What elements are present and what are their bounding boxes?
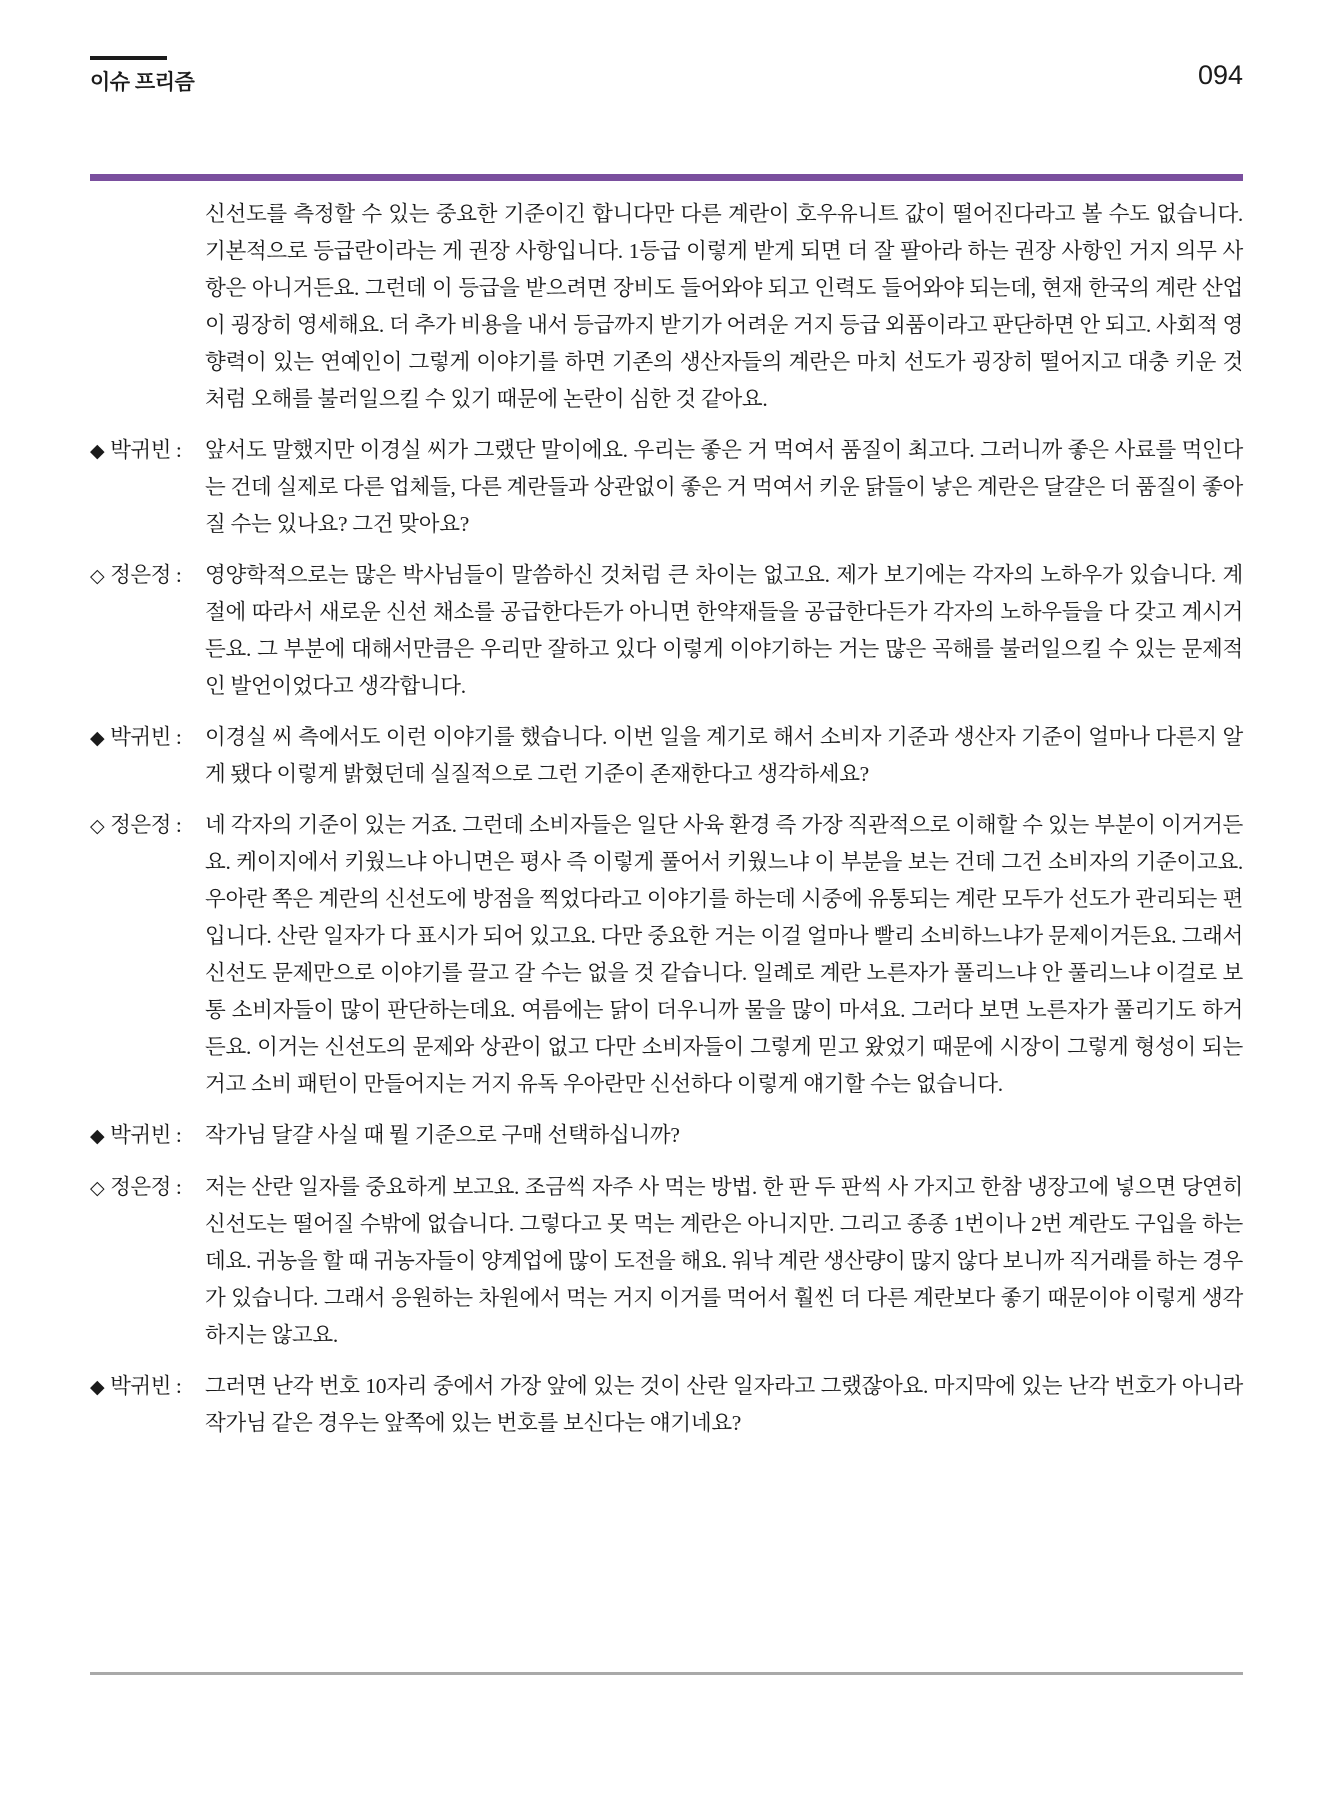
dialogue-item (90, 1169, 1243, 1354)
speaker-separator: : (175, 813, 182, 837)
dialogue-text: 작가님 달걀 사실 때 뭘 기준으로 구매 선택하십니까? (205, 1123, 680, 1147)
speaker-name: 박귀빈 (110, 1123, 171, 1147)
dialogue-transcript (90, 196, 1243, 1456)
speaker-label (90, 432, 205, 543)
speaker-separator: : (175, 1175, 182, 1199)
dialogue-item (90, 719, 1243, 793)
speaker-name: 박귀빈 (110, 725, 171, 749)
speaker-separator: : (175, 725, 182, 749)
speaker-label (90, 1169, 205, 1354)
filled-diamond-marker-icon: ◆ (90, 1377, 105, 1398)
filled-diamond-marker-icon: ◆ (90, 1126, 105, 1147)
open-diamond-marker-icon: ◇ (90, 816, 105, 837)
speaker-separator: : (175, 1123, 182, 1147)
dialogue-item (90, 432, 1243, 543)
speaker-name: 박귀빈 (110, 1374, 171, 1398)
speaker-name: 정은정 (110, 1175, 171, 1199)
filled-diamond-marker-icon: ◆ (90, 728, 105, 749)
filled-diamond-marker-icon: ◆ (90, 441, 105, 462)
speaker-label (90, 1368, 205, 1442)
speaker-label (90, 719, 205, 793)
speaker-separator: : (175, 563, 182, 587)
dialogue-text: 네 각자의 기준이 있는 거죠. 그런데 소비자들은 일단 사육 환경 즉 가장 직관적으로 이해할 수 있는 부분이 이거거든요. 케이지에서 키웠느냐 아니면은 평사 즉 이렇게 풀어서 키웠느냐 이 부분을 보는 건데 그건 소비자의 기준이고요. 우아란 쪽은 계란의 신선도에 방점을 찍었다라고 이야기를 하는데 시중에 유통되는 계란 모두가 선도가 관리되는 편입니다. 산란 일자가 다 표시가 되어 있고요. 다만 중요한 거는 이걸 얼마나 빨리 소비하느냐가 문제이거든요. 그래서 신선도 문제만으로 이야기를 끌고 갈 수는 없을 것 같습니다. 일례로 계란 노른자가 풀리느냐 안 풀리느냐 이걸로 보통 소비자들이 많이 판단하는데요. 여름에는 닭이 더우니까 물을 많이 마셔요. 그러다 보면 노른자가 풀리기도 하거든요. 이거는 신선도의 문제와 상관이 없고 다만 소비자들이 그렇게 믿고 왔었기 때문에 시장이 그렇게 형성이 되는 거고 소비 패턴이 만들어지는 거지 유독 우아란만 신선하다 이렇게 얘기할 수는 없습니다. (205, 813, 1243, 1096)
dialogue-item (90, 1368, 1243, 1442)
dialogue-item (90, 196, 1243, 418)
speaker-separator: : (175, 438, 182, 462)
speaker-name: 정은정 (110, 563, 171, 587)
speaker-separator: : (175, 1374, 182, 1398)
dialogue-item (90, 1117, 1243, 1155)
footer-rule (90, 1672, 1243, 1675)
section-label: 이슈 프리즘 (90, 71, 195, 94)
speaker-name: 박귀빈 (110, 438, 171, 462)
speaker-label (90, 196, 205, 418)
dialogue-text: 이경실 씨 측에서도 이런 이야기를 했습니다. 이번 일을 계기로 해서 소비자 기준과 생산자 기준이 얼마나 다른지 알게 됐다 이렇게 밝혔던데 실질적으로 그런 기준이 존재한다고 생각하세요? (205, 725, 1243, 786)
speaker-label (90, 807, 205, 1103)
speaker-label (90, 557, 205, 705)
dialogue-text: 신선도를 측정할 수 있는 중요한 기준이긴 합니다만 다른 계란이 호우유니트 값이 떨어진다라고 볼 수도 없습니다. 기본적으로 등급란이라는 게 권장 사항입니다. 1등급 이렇게 받게 되면 더 잘 팔아라 하는 권장 사항인 거지 의무 사항은 아니거든요. 그런데 이 등급을 받으려면 장비도 들어와야 되고 인력도 들어와야 되는데, 현재 한국의 계란 산업이 굉장히 영세해요. 더 추가 비용을 내서 등급까지 받기가 어려운 거지 등급 외품이라고 판단하면 안 되고. 사회적 영향력이 있는 연예인이 그렇게 이야기를 하면 기존의 생산자들의 계란은 마치 선도가 굉장히 떨어지고 대충 키운 것처럼 오해를 불러일으킬 수 있기 때문에 논란이 심한 것 같아요. (205, 202, 1244, 411)
speaker-label (90, 1117, 205, 1155)
open-diamond-marker-icon: ◇ (90, 1178, 105, 1199)
open-diamond-marker-icon: ◇ (90, 566, 105, 587)
section-tick-rule (90, 56, 167, 60)
accent-rule (90, 174, 1243, 181)
dialogue-text: 앞서도 말했지만 이경실 씨가 그랬단 말이에요. 우리는 좋은 거 먹여서 품질이 최고다. 그러니까 좋은 사료를 먹인다는 건데 실제로 다른 업체들, 다른 계란들과 상관없이 좋은 거 먹여서 키운 닭들이 낳은 계란은 달걀은 더 품질이 좋아질 수는 있나요? 그건 맞아요? (205, 438, 1244, 536)
dialogue-item (90, 807, 1243, 1103)
dialogue-text: 그러면 난각 번호 10자리 중에서 가장 앞에 있는 것이 산란 일자라고 그랬잖아요. 마지막에 있는 난각 번호가 아니라 작가님 같은 경우는 앞쪽에 있는 번호를 보신다는 얘기네요? (205, 1374, 1243, 1435)
dialogue-text: 영양학적으로는 많은 박사님들이 말씀하신 것처럼 큰 차이는 없고요. 제가 보기에는 각자의 노하우가 있습니다. 계절에 따라서 새로운 신선 채소를 공급한다든가 아니면 한약재들을 공급한다든가 각자의 노하우들을 다 갖고 계시거든요. 그 부분에 대해서만큼은 우리만 잘하고 있다 이렇게 이야기하는 거는 많은 곡해를 불러일으킬 수 있는 문제적인 발언이었다고 생각합니다. (205, 563, 1243, 698)
speaker-name: 정은정 (110, 813, 171, 837)
dialogue-text: 저는 산란 일자를 중요하게 보고요. 조금씩 자주 사 먹는 방법. 한 판 두 판씩 사 가지고 한참 냉장고에 넣으면 당연히 신선도는 떨어질 수밖에 없습니다. 그렇다고 못 먹는 계란은 아니지만. 그리고 종종 1번이나 2번 계란도 구입을 하는데요. 귀농을 할 때 귀농자들이 양계업에 많이 도전을 해요. 워낙 계란 생산량이 많지 않다 보니까 직거래를 하는 경우가 있습니다. 그래서 응원하는 차원에서 먹는 거지 이거를 먹어서 훨씬 더 다른 계란보다 좋기 때문이야 이렇게 생각하지는 않고요. (205, 1175, 1244, 1347)
dialogue-item (90, 557, 1243, 705)
page-number: 094 (1197, 60, 1243, 90)
